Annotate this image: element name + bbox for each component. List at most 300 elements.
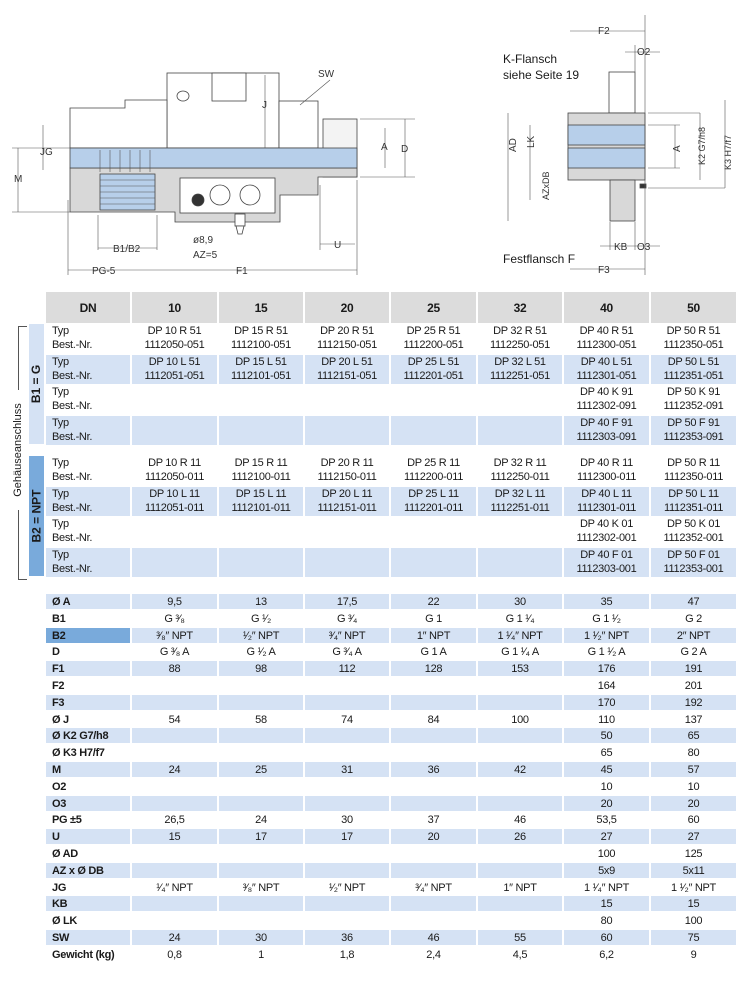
spec-value (132, 896, 217, 911)
type-code: DP 50 F 91 (667, 417, 720, 429)
column-header-size: 40 (564, 292, 649, 323)
order-number: 1112050-011 (144, 471, 205, 483)
spec-value: 24 (255, 814, 267, 826)
order-cell (651, 517, 736, 546)
spec-row-label: O2 (52, 781, 67, 793)
row-label (46, 355, 130, 384)
best-nr-label: Best.-Nr. (52, 370, 93, 382)
spec-value: 15 (132, 829, 217, 844)
spec-value: 20 (391, 829, 476, 844)
spec-row-label: F2 (52, 680, 65, 692)
spec-value: 88 (132, 661, 217, 676)
spec-value: ¹⁄₄″ NPT (156, 882, 193, 894)
spec-value: 75 (651, 930, 736, 945)
spec-value: 0,8 (167, 949, 182, 961)
order-number: 1112051-011 (144, 502, 205, 514)
order-cell (132, 355, 217, 384)
best-nr-label: Best.-Nr. (52, 532, 93, 544)
order-number: 1112200-051 (403, 339, 464, 351)
order-cell (651, 385, 736, 414)
order-cell (305, 324, 389, 353)
spec-value: 25 (219, 762, 303, 777)
row-label (46, 456, 130, 485)
spec-value (305, 796, 389, 811)
rotary-union-section-drawing (0, 0, 480, 290)
order-number: 1112250-011 (490, 471, 550, 483)
column-header-size: 50 (651, 292, 736, 323)
spec-value: 5x9 (564, 863, 649, 878)
spec-value: ³⁄₄″ NPT (415, 882, 452, 894)
order-cell (132, 487, 217, 516)
type-code: DP 20 R 11 (320, 457, 374, 469)
spec-value: 153 (478, 661, 562, 676)
order-cell (478, 355, 562, 384)
spec-row-label: AZ x Ø DB (46, 863, 130, 878)
label-kb: KB (614, 242, 628, 253)
spec-row-label: PG ±5 (52, 814, 82, 826)
spec-value: 5x11 (651, 863, 736, 878)
order-cell (219, 548, 303, 577)
order-number: 1112350-051 (663, 339, 724, 351)
group-label-text: B2 = NPT (29, 489, 44, 543)
spec-value: 17 (305, 829, 389, 844)
k-flansch-note (503, 51, 579, 83)
label-a-flange: A (672, 145, 683, 152)
label-f3: F3 (598, 265, 610, 276)
spec-value (391, 695, 476, 710)
spec-value: G ³⁄₈ (164, 613, 185, 625)
order-number: 1112351-051 (663, 370, 724, 382)
label-pg: PG-5 (92, 266, 116, 277)
best-nr-label: Best.-Nr. (52, 400, 93, 412)
spec-value: 30 (478, 594, 562, 609)
spec-value (391, 796, 476, 811)
type-code: DP 10 L 11 (149, 488, 200, 500)
type-code: DP 40 R 11 (580, 457, 633, 469)
spec-value (391, 745, 476, 760)
spec-value: 112 (305, 661, 389, 676)
typ-label: Typ (52, 518, 69, 530)
spec-value (478, 913, 562, 928)
order-number: 1112200-011 (403, 471, 464, 483)
spec-value: 84 (427, 714, 440, 726)
order-cell (564, 385, 649, 414)
spec-row-label: Ø J (52, 714, 69, 726)
type-code: DP 32 R 51 (493, 325, 547, 337)
order-number: 1112353-001 (663, 563, 724, 575)
spec-value: G ¹⁄₂ A (246, 646, 276, 658)
order-cell (391, 517, 476, 546)
spec-value: ³⁄₈″ NPT (132, 628, 217, 643)
spec-value: 42 (478, 762, 562, 777)
spec-row-label: Ø A (46, 594, 130, 609)
order-cell (305, 456, 389, 485)
order-cell (651, 548, 736, 577)
spec-value: G ³⁄₄ A (332, 646, 362, 658)
order-cell (132, 324, 217, 353)
order-cell (564, 416, 649, 445)
order-number: 1112201-011 (403, 502, 464, 514)
spec-value (305, 728, 389, 743)
spec-row-label: Gewicht (kg) (52, 949, 115, 961)
order-cell (478, 324, 562, 353)
spec-value: 100 (511, 714, 529, 726)
column-header-size: 25 (391, 292, 476, 323)
spec-value (219, 863, 303, 878)
spec-value: 35 (564, 594, 649, 609)
label-b1b2: B1/B2 (113, 244, 141, 255)
spec-value: 36 (305, 930, 389, 945)
label-k2: K2 G7/h8 (697, 126, 707, 165)
spec-row-label: F3 (46, 695, 130, 710)
type-code: DP 15 L 11 (235, 488, 287, 500)
spec-value: 80 (687, 747, 700, 759)
spec-value (305, 846, 389, 861)
spec-value: 22 (391, 594, 476, 609)
spec-value (219, 678, 303, 693)
label-o2: O2 (637, 47, 651, 58)
spec-value: 1″ NPT (503, 882, 537, 894)
order-number: 1112201-051 (403, 370, 464, 382)
spec-value: 125 (684, 848, 703, 860)
order-cell (219, 456, 303, 485)
best-nr-label: Best.-Nr. (52, 563, 93, 575)
order-cell (391, 456, 476, 485)
typ-label: Typ (52, 488, 69, 500)
spec-row-label: F1 (46, 661, 130, 676)
order-cell (478, 487, 562, 516)
order-number: 1112301-051 (576, 370, 637, 382)
spec-value (478, 896, 562, 911)
label-sw: SW (318, 69, 335, 80)
group-label-text: B1 = G (29, 365, 44, 404)
label-k3: K3 H7/f7 (723, 134, 733, 170)
type-code: DP 50 K 91 (666, 386, 721, 398)
order-cell (478, 456, 562, 485)
spec-row-label: B2 (46, 628, 130, 643)
spec-value (219, 913, 303, 928)
spec-value: 100 (684, 915, 703, 927)
order-cell (305, 487, 389, 516)
order-number: 1112350-011 (663, 471, 724, 483)
spec-value (132, 846, 217, 861)
spec-value: 191 (651, 661, 736, 676)
spec-value (132, 695, 217, 710)
best-nr-label: Best.-Nr. (52, 339, 93, 351)
spec-value (132, 913, 217, 928)
spec-row-label: Ø LK (52, 915, 78, 927)
spec-value (478, 695, 562, 710)
row-label (46, 416, 130, 445)
order-cell (132, 416, 217, 445)
order-cell (478, 548, 562, 577)
order-cell (219, 517, 303, 546)
column-header-size: 20 (305, 292, 389, 323)
spec-value (478, 728, 562, 743)
order-cell (564, 355, 649, 384)
spec-value (478, 863, 562, 878)
spec-value: 128 (391, 661, 476, 676)
row-label (46, 487, 130, 516)
best-nr-label: Best.-Nr. (52, 431, 93, 443)
order-number: 1112352-001 (663, 532, 724, 544)
spec-value (219, 796, 303, 811)
type-code: DP 50 F 01 (667, 549, 720, 561)
spec-row-label: U (46, 829, 130, 844)
spec-value: 98 (219, 661, 303, 676)
column-header-size: 32 (478, 292, 562, 323)
order-cell (651, 355, 736, 384)
type-code: DP 25 L 11 (408, 488, 459, 500)
spec-value: 50 (564, 728, 649, 743)
group-label-b2-npt (29, 456, 44, 576)
spec-value: 201 (684, 680, 703, 692)
label-m: M (14, 174, 23, 185)
spec-value: G 2 (685, 613, 702, 625)
order-cell (305, 385, 389, 414)
order-number: 1112352-091 (663, 400, 724, 412)
spec-value: 31 (305, 762, 389, 777)
type-code: DP 15 R 51 (234, 325, 288, 337)
spec-value: 1,8 (339, 949, 355, 961)
spec-value: 15 (564, 896, 649, 911)
order-cell (478, 416, 562, 445)
order-cell (305, 355, 389, 384)
type-code: DP 10 R 11 (148, 457, 201, 469)
spec-value: 54 (168, 714, 181, 726)
label-ad: AD (508, 138, 519, 152)
k-flansch-title: K-Flansch (503, 52, 558, 66)
order-cell (564, 548, 649, 577)
spec-value: 100 (597, 848, 616, 860)
type-code: DP 40 K 91 (579, 386, 634, 398)
spec-value: 1 ¹⁄₄″ NPT (583, 882, 630, 894)
order-number: 1112302-001 (576, 532, 637, 544)
order-number: 1112353-091 (663, 431, 724, 443)
side-label-text: Gehäuseanschluss (12, 403, 24, 497)
spec-row-label: Ø AD (52, 848, 78, 860)
label-a: A (381, 142, 388, 153)
spec-value: 58 (255, 714, 267, 726)
spec-value: 9 (690, 949, 697, 961)
spec-value (132, 796, 217, 811)
spec-value: G 1 ¹⁄₂ (592, 613, 621, 625)
spec-value: 53,5 (596, 814, 617, 826)
spec-value: 1 (258, 949, 264, 961)
type-code: DP 32 L 51 (494, 356, 546, 368)
order-number: 1112303-001 (576, 563, 637, 575)
label-lk: LK (526, 135, 537, 148)
label-jg: JG (40, 147, 53, 158)
order-number: 1112301-011 (576, 502, 637, 514)
spec-value (305, 896, 389, 911)
row-label (46, 548, 130, 577)
spec-value: 26 (478, 829, 562, 844)
spec-value (305, 863, 389, 878)
spec-value (132, 863, 217, 878)
spec-value (391, 728, 476, 743)
label-bore: ø8,9 (193, 235, 214, 246)
order-number: 1112100-011 (231, 471, 291, 483)
spec-value: G 1 ¹⁄₂ A (587, 646, 626, 658)
spec-value: G 1 ¹⁄₄ (505, 613, 535, 625)
order-cell (391, 548, 476, 577)
spec-value (305, 745, 389, 760)
order-cell (219, 355, 303, 384)
spec-value: ¹⁄₂″ NPT (219, 628, 303, 643)
spec-value: 164 (597, 680, 616, 692)
spec-value: 24 (132, 930, 217, 945)
order-cell (305, 416, 389, 445)
spec-value (305, 695, 389, 710)
spec-value: 47 (651, 594, 736, 609)
festflansch-label: Festflansch F (503, 252, 576, 266)
order-cell (132, 385, 217, 414)
spec-value (391, 779, 476, 794)
type-code: DP 20 R 51 (320, 325, 374, 337)
order-number: 1112151-051 (317, 370, 377, 382)
order-cell (219, 416, 303, 445)
spec-value: 46 (514, 814, 526, 826)
order-cell (391, 487, 476, 516)
spec-value (219, 846, 303, 861)
type-code: DP 32 R 11 (493, 457, 547, 469)
spec-value: 65 (600, 747, 613, 759)
order-cell (651, 324, 736, 353)
spec-value (305, 913, 389, 928)
order-number: 1112100-051 (231, 339, 291, 351)
type-code: DP 20 L 51 (321, 356, 373, 368)
order-number: 1112250-051 (490, 339, 550, 351)
spec-value (391, 678, 476, 693)
spec-value: ³⁄₈″ NPT (242, 882, 280, 894)
type-code: DP 40 K 01 (579, 518, 634, 530)
spec-row-label: Ø K3 H7/f7 (52, 747, 105, 759)
label-azxdb: AZxDB (541, 171, 551, 200)
type-code: DP 50 R 11 (667, 457, 720, 469)
order-number: 1112150-011 (317, 471, 377, 483)
spec-row-label: Ø K2 G7/h8 (46, 728, 130, 743)
spec-value: 110 (598, 714, 615, 726)
spec-value: 13 (219, 594, 303, 609)
order-cell (391, 355, 476, 384)
spec-value: 170 (564, 695, 649, 710)
spec-value: 15 (651, 896, 736, 911)
label-f2: F2 (598, 26, 610, 37)
spec-value: 80 (600, 915, 613, 927)
best-nr-label: Best.-Nr. (52, 471, 93, 483)
spec-value: 60 (687, 814, 700, 826)
type-code: DP 40 L 11 (581, 488, 632, 500)
column-header-dn: DN (46, 292, 130, 323)
type-code: DP 20 L 11 (321, 488, 373, 500)
type-code: DP 15 R 11 (234, 457, 288, 469)
spec-value: 176 (564, 661, 649, 676)
label-az: AZ=5 (193, 250, 218, 261)
spec-value (219, 779, 303, 794)
spec-value (132, 678, 217, 693)
row-label (46, 324, 130, 353)
spec-value (391, 863, 476, 878)
order-number: 1112050-051 (144, 339, 205, 351)
spec-value (305, 779, 389, 794)
type-code: DP 50 L 51 (667, 356, 720, 368)
spec-value: 27 (564, 829, 649, 844)
order-cell (305, 548, 389, 577)
row-label (46, 385, 130, 414)
spec-value: G 1 A (420, 646, 447, 658)
k-flansch-reference: siehe Seite 19 (503, 68, 580, 82)
spec-value: 20 (651, 796, 736, 811)
type-code: DP 15 L 51 (235, 356, 287, 368)
spec-value: G 1 (425, 613, 442, 625)
type-code: DP 40 F 91 (580, 417, 633, 429)
typ-label: Typ (52, 417, 69, 429)
spec-value: G 1 ¹⁄₄ A (501, 646, 539, 658)
label-j: J (262, 100, 267, 111)
order-cell (564, 324, 649, 353)
spec-value: ¹⁄₂″ NPT (328, 882, 366, 894)
type-code: DP 25 R 51 (406, 325, 461, 337)
order-number: 1112101-011 (231, 502, 291, 514)
row-label (46, 517, 130, 546)
order-cell (564, 517, 649, 546)
order-cell (219, 385, 303, 414)
spec-value: 137 (684, 714, 703, 726)
order-cell (478, 517, 562, 546)
order-number: 1112351-011 (663, 502, 724, 514)
typ-label: Typ (52, 386, 69, 398)
spec-value: 26,5 (164, 814, 185, 826)
spec-value: 27 (651, 829, 736, 844)
spec-value: ³⁄₄″ NPT (305, 628, 389, 643)
spec-row-label: B1 (52, 613, 66, 625)
spec-value (391, 846, 476, 861)
type-code: DP 40 L 51 (580, 356, 633, 368)
order-cell (478, 385, 562, 414)
order-cell (564, 487, 649, 516)
column-header-size: 10 (132, 292, 217, 323)
spec-value: 6,2 (599, 949, 614, 961)
spec-value: G 2 A (680, 646, 707, 658)
order-number: 1112151-011 (317, 502, 377, 514)
spec-value (219, 695, 303, 710)
spec-value (478, 846, 562, 861)
typ-label: Typ (52, 325, 69, 337)
spec-value: 2″ NPT (651, 628, 736, 643)
spec-row-label: SW (46, 930, 130, 945)
type-code: DP 10 R 51 (147, 325, 202, 337)
flange-drawing (490, 0, 750, 290)
spec-value: 10 (600, 781, 613, 793)
label-f1: F1 (236, 266, 248, 277)
order-cell (651, 456, 736, 485)
order-cell (391, 416, 476, 445)
label-u: U (334, 240, 342, 251)
spec-value: 4,5 (512, 949, 528, 961)
type-code: DP 40 R 51 (579, 325, 634, 337)
typ-label: Typ (52, 356, 69, 368)
order-cell (651, 487, 736, 516)
label-d: D (401, 144, 409, 155)
spec-value (219, 745, 303, 760)
spec-value: 57 (651, 762, 736, 777)
spec-value: 37 (427, 814, 440, 826)
type-code: DP 32 L 11 (494, 488, 546, 500)
label-o3: O3 (637, 242, 651, 253)
spec-value (132, 728, 217, 743)
typ-label: Typ (52, 549, 69, 561)
